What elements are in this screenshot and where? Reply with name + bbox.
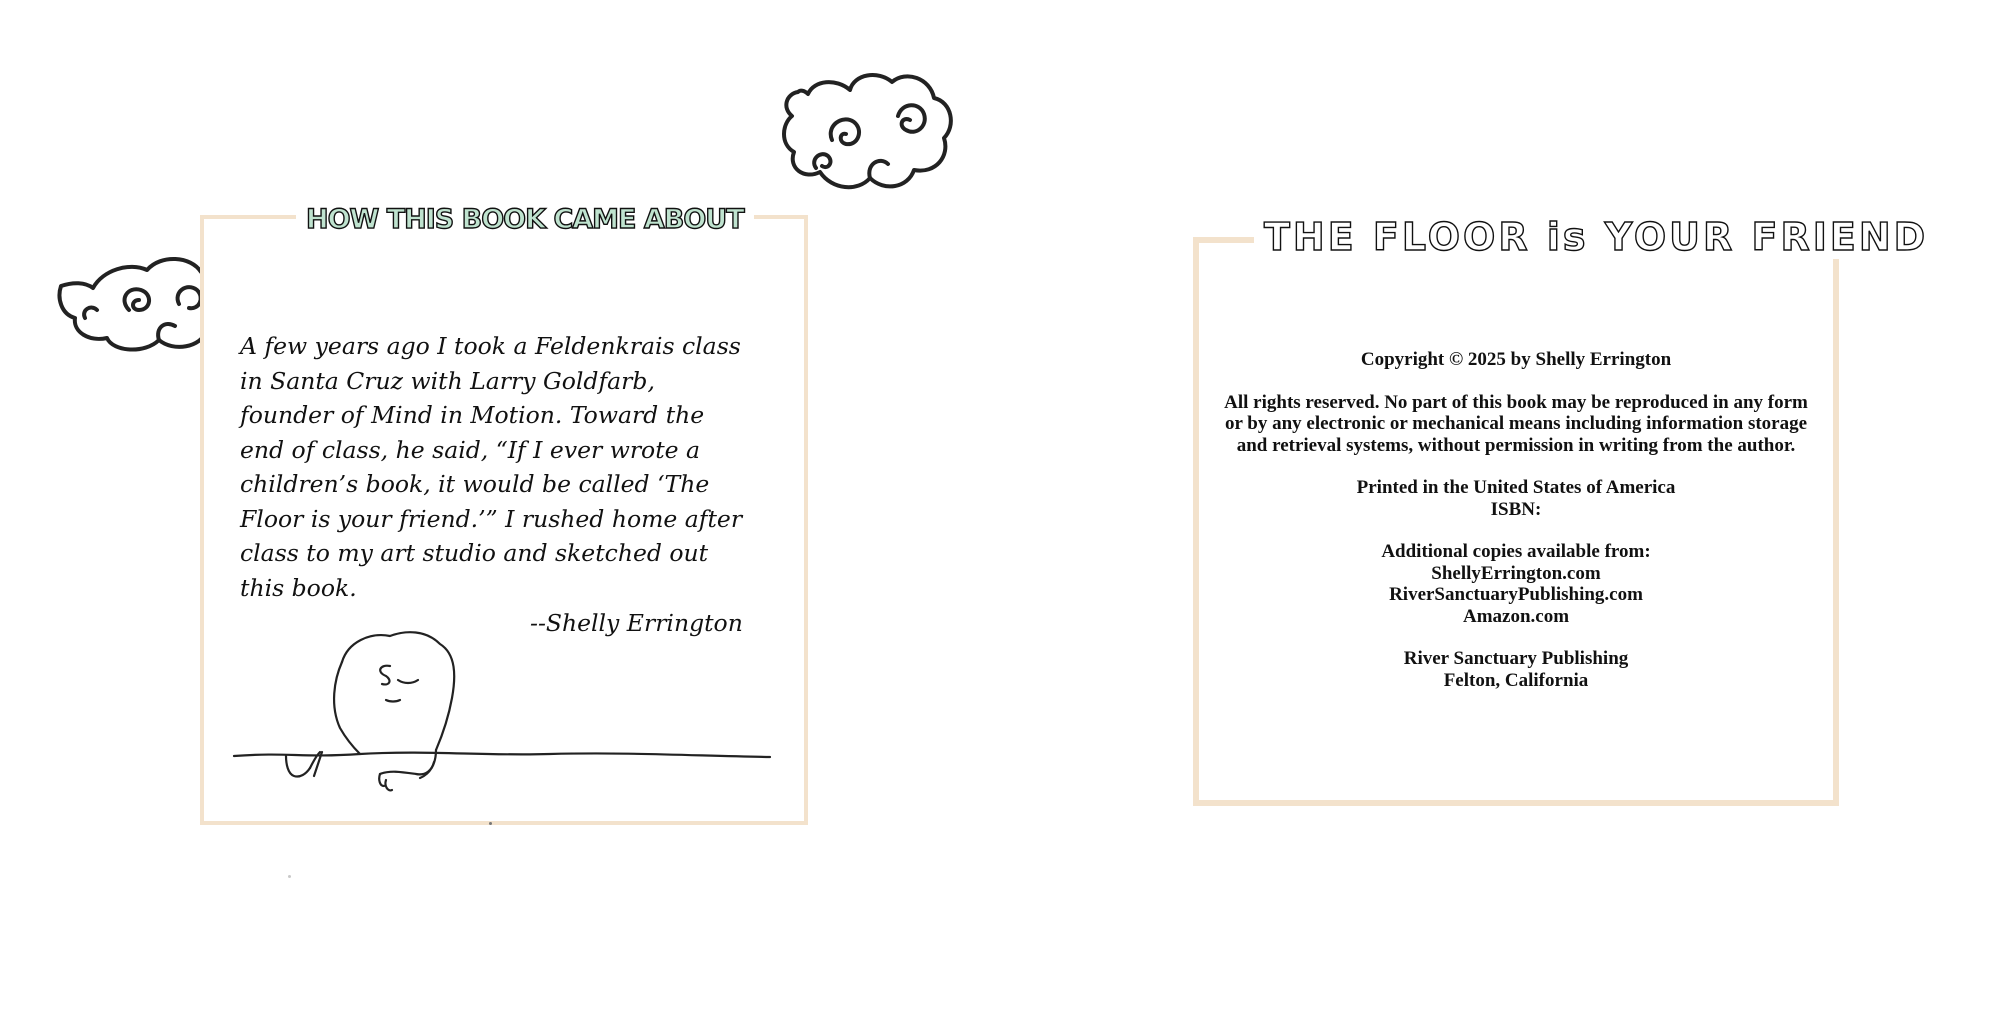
story-text — [240, 329, 780, 605]
story-line: in Santa Cruz with Larry Goldfarb, — [240, 366, 655, 395]
author-signature: --Shelly Errington — [530, 609, 743, 637]
ink-speck — [489, 822, 492, 825]
story-line: Floor is your friend.’” I rushed home after — [240, 504, 743, 533]
story-line: A few years ago I took a Feldenkrais class — [240, 332, 741, 360]
rights-statement: All rights reserved. No part of this book may be reproduced in any form or by any electronic or mechanical means including information storage and retrieval systems, without permission in writing from the author. — [1224, 391, 1808, 456]
story-line: end of class, he said, “If I ever wrote a — [240, 435, 701, 464]
publisher-location: Felton, California — [1443, 669, 1589, 691]
copyright-block — [1199, 349, 1833, 691]
story-title: HOW THIS BOOK CAME ABOUT — [296, 205, 754, 235]
story-line: class to my art studio and sketched out — [240, 539, 709, 567]
printed-line: Printed in the United States of America — [1356, 477, 1676, 498]
isbn-line: ISBN: — [1490, 498, 1542, 520]
story-frame — [200, 204, 808, 825]
source-item: ShellyErrington.com — [1431, 562, 1601, 584]
cloud-icon — [780, 64, 960, 204]
source-item: Amazon.com — [1462, 605, 1570, 627]
copyright-frame — [1193, 215, 1929, 806]
story-line: this book. — [240, 573, 357, 602]
ink-speck — [288, 875, 291, 878]
copyright-line: Copyright © 2025 by Shelly Errington — [1360, 349, 1672, 370]
copies-heading: Additional copies available from: — [1381, 541, 1651, 562]
book-title: THE FLOOR is YOUR FRIEND — [1254, 215, 1938, 259]
story-line: children’s book, it would be called ‘The — [240, 470, 710, 498]
figure-drawing — [230, 624, 780, 804]
story-line: founder of Mind in Motion. Toward the — [240, 401, 705, 429]
source-item: RiverSanctuaryPublishing.com — [1389, 584, 1643, 605]
publisher-name: River Sanctuary Publishing — [1403, 648, 1629, 669]
